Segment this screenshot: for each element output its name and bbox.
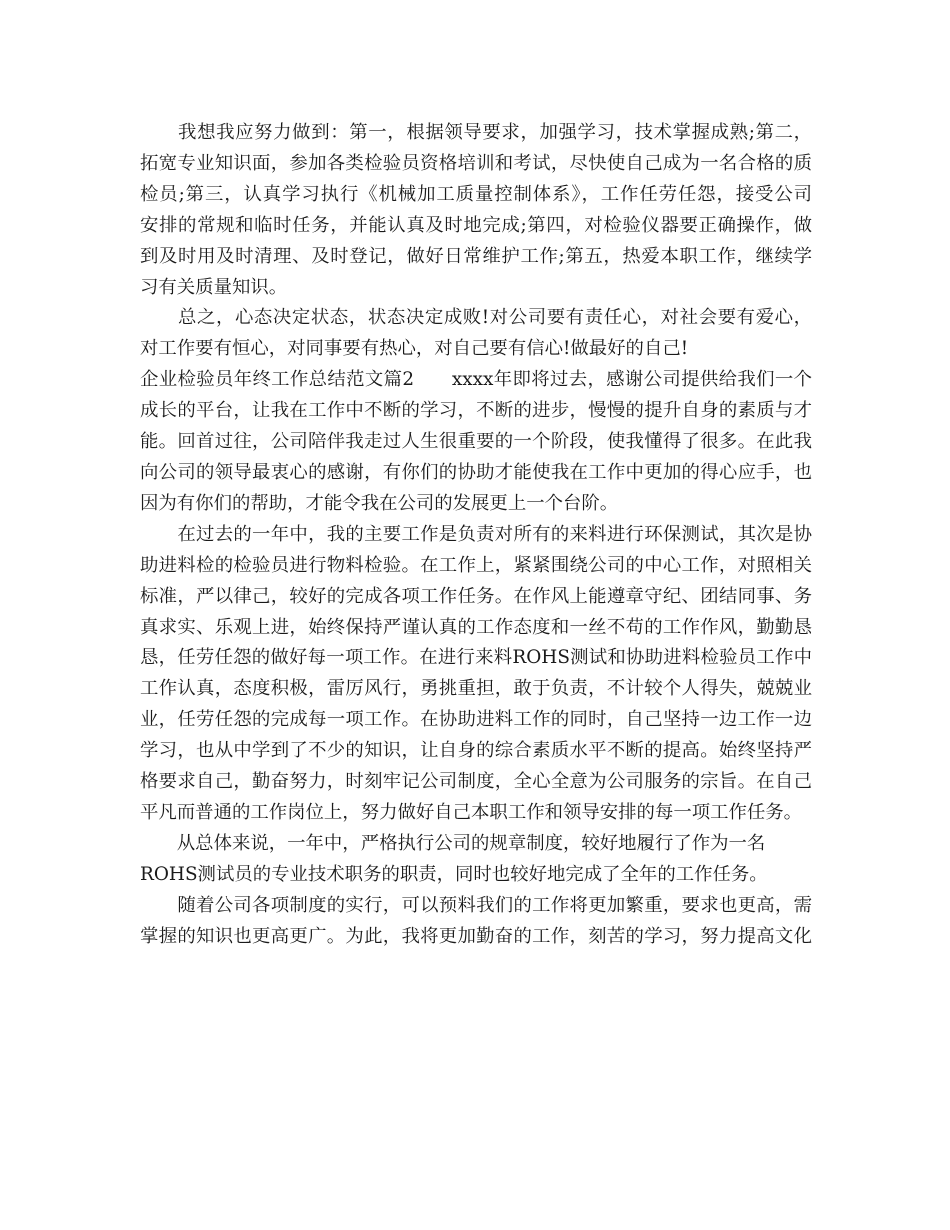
text-line: 平凡而普通的工作岗位上，努力做好自己本职工作和领导安排的每一项工作任务。 <box>140 801 803 823</box>
text-line: 向公司的领导最衷心的感谢，有你们的协助才能使我在工作中更加的得心应手，也 <box>140 461 812 483</box>
text-line: 恳，任劳任怨的做好每一项工作。在进行来料ROHS测试和协助进料检验员工作中 <box>140 647 812 669</box>
text-line: 安排的常规和临时任务，并能认真及时地完成;第四，对检验仪器要正确操作，做 <box>140 214 812 236</box>
text-line: 掌握的知识也更高更广。为此，我将更加勤奋的工作，刻苦的学习，努力提高文化 <box>140 925 812 947</box>
text-line: 学习，也从中学到了不少的知识，让自身的综合素质水平不断的提高。始终坚持严 <box>140 740 812 762</box>
text-line: 业，任劳任怨的完成每一项工作。在协助进料工作的同时，自己坚持一边工作一边 <box>140 709 812 731</box>
text-line: 对工作要有恒心，对同事要有热心，对自己要有信心!做最好的自己! <box>140 338 689 360</box>
text-line: 在过去的一年中，我的主要工作是负责对所有的来料进行环保测试，其次是协 <box>140 523 812 545</box>
text-line: 我想我应努力做到：第一，根据领导要求，加强学习，技术掌握成熟;第二， <box>140 122 812 143</box>
text-line: 真求实、乐观上进，始终保持严谨认真的工作态度和一丝不苟的工作作风，勤勤恳 <box>140 616 812 638</box>
text-line: 能。回首过往，公司陪伴我走过人生很重要的一个阶段，使我懂得了很多。在此我 <box>140 431 812 453</box>
text-line: 总之，心态决定状态，状态决定成败!对公司要有责任心，对社会要有爱心， <box>140 307 812 329</box>
text-line: 格要求自己，勤奋努力，时刻牢记公司制度，全心全意为公司服务的宗旨。在自己 <box>140 771 812 793</box>
text-line: 因为有你们的帮助，才能令我在公司的发展更上一个台阶。 <box>140 492 619 514</box>
text-line: 标准，严以律己，较好的完成各项工作任务。在作风上能遵章守纪、团结同事、务 <box>140 585 812 607</box>
document-body <box>140 118 812 952</box>
text-line: 成长的平台，让我在工作中不断的学习，不断的进步，慢慢的提升自身的素质与才 <box>140 400 812 422</box>
text-line: 助进料检的检验员进行物料检验。在工作上，紧紧围绕公司的中心工作，对照相关 <box>140 554 812 576</box>
text-line: 工作认真，态度积极，雷厉风行，勇挑重担，敢于负责，不计较个人得失，兢兢业 <box>140 678 812 700</box>
text-line: ROHS测试员的专业技术职务的职责，同时也较好地完成了全年的工作任务。 <box>140 863 768 885</box>
text-line: 习有关质量知识。 <box>140 276 288 298</box>
text-line: 随着公司各项制度的实行，可以预料我们的工作将更加繁重，要求也更高，需 <box>140 894 812 916</box>
text-line: 检员;第三，认真学习执行《机械加工质量控制体系》，工作任劳任怨，接受公司 <box>140 183 812 205</box>
text-line: 企业检验员年终工作总结范文篇2 xxxx年即将过去，感谢公司提供给我们一个 <box>140 369 812 391</box>
text-line: 从总体来说，一年中，严格执行公司的规章制度，较好地履行了作为一名 <box>140 832 766 854</box>
text-line: 拓宽专业知识面，参加各类检验员资格培训和考试，尽快使自己成为一名合格的质 <box>140 152 812 174</box>
text-line: 到及时用及时清理、及时登记，做好日常维护工作;第五，热爱本职工作，继续学 <box>140 245 812 267</box>
